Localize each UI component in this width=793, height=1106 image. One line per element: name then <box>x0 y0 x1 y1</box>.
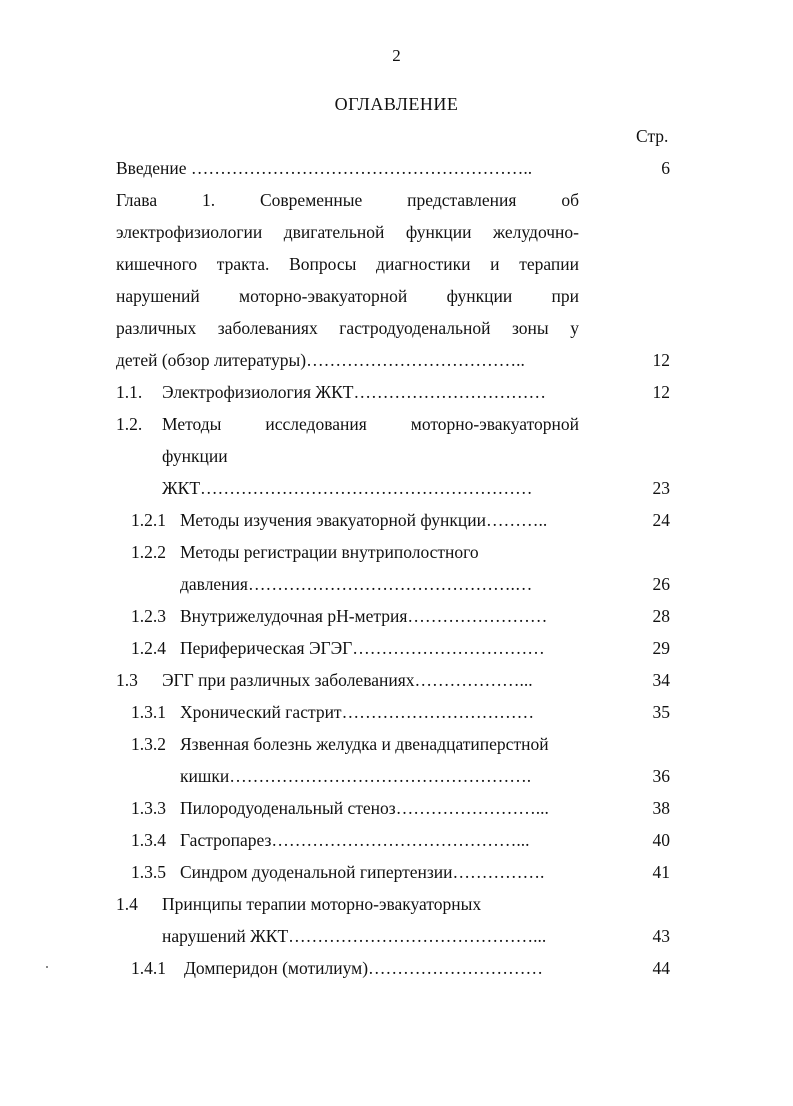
toc-entry-1-2-1-page: 24 <box>652 510 670 530</box>
toc-entry-1-2-3-page: 28 <box>652 606 670 626</box>
toc-entry-1-2-1-number: 1.2.1 <box>131 510 166 530</box>
toc-entry-1-2-line3: ЖКТ………………………………………………… <box>162 478 533 498</box>
toc-entry-1-3-5-number: 1.3.5 <box>131 862 166 882</box>
scan-speck <box>46 966 48 968</box>
toc-entry-1-1-number: 1.1. <box>116 382 143 402</box>
toc-entry-1-3-5-page: 41 <box>652 862 670 882</box>
toc-entry-chapter1-line3: кишечного тракта. Вопросы диагностики и терапии <box>116 254 579 274</box>
toc-entry-1-2-4-number: 1.2.4 <box>131 638 166 658</box>
toc-entry-1-2-2-line1: Методы регистрации внутриполостного <box>180 542 479 562</box>
toc-entry-1-3-number: 1.3 <box>116 670 138 690</box>
toc-entry-1-3-3-number: 1.3.3 <box>131 798 166 818</box>
toc-entry-1-3-4-page: 40 <box>652 830 670 850</box>
toc-entry-1-1-page: 12 <box>652 382 670 402</box>
page-number: 2 <box>392 46 401 65</box>
toc-entry-chapter1-line5: различных заболеваниях гастродуоденальной зоны у <box>116 318 579 338</box>
toc-entry-1-2-3-number: 1.2.3 <box>131 606 166 626</box>
toc-entry-chapter1-line6: детей (обзор литературы)……………………………….. <box>116 350 525 370</box>
page-column-header: Стр. <box>636 126 669 146</box>
toc-entry-1-3-page: 34 <box>652 670 670 690</box>
toc-entry-1-2-2-number: 1.2.2 <box>131 542 166 562</box>
toc-entry-1-2-4-text: Периферическая ЭГЭГ…………………………… <box>180 638 545 658</box>
toc-entry-1-2-2-line2: давления……………………………………….… <box>180 574 533 594</box>
toc-entry-1-3-1-text: Хронический гастрит…………………………… <box>180 702 535 722</box>
toc-entry-1-3-1-number: 1.3.1 <box>131 702 166 722</box>
toc-entry-1-2-4-page: 29 <box>652 638 670 658</box>
toc-entry-1-1-text: Электрофизиология ЖКТ…………………………… <box>162 382 546 402</box>
toc-entry-1-4-1-text: Домперидон (мотилиум)………………………… <box>184 958 544 978</box>
toc-entry-1-3-text: ЭГГ при различных заболеваниях………………... <box>162 670 533 690</box>
toc-entry-1-3-3-page: 38 <box>652 798 670 818</box>
toc-entry-1-3-2-line1: Язвенная болезнь желудка и двенадцатиперстной <box>180 734 549 754</box>
toc-entry-intro-page: 6 <box>661 158 670 178</box>
toc-entry-1-4-1-page: 44 <box>652 958 670 978</box>
toc-entry-chapter1-line4: нарушений моторно-эвакуаторной функции при <box>116 286 579 306</box>
toc-entry-1-3-2-page: 36 <box>652 766 670 786</box>
toc-entry-1-4-1-number: 1.4.1 <box>131 958 166 978</box>
toc-entry-1-3-4-text: Гастропарез……………………………………... <box>180 830 530 850</box>
toc-entry-1-4-line2: нарушений ЖКТ……………………………………... <box>162 926 547 946</box>
toc-entry-1-2-1-text: Методы изучения эвакуаторной функции……….. <box>180 510 548 530</box>
toc-entry-1-3-3-text: Пилородуоденальный стеноз……………………... <box>180 798 549 818</box>
toc-entry-1-3-2-number: 1.3.2 <box>131 734 166 754</box>
toc-entry-1-4-number: 1.4 <box>116 894 138 914</box>
toc-entry-1-2-line1: Методы исследования моторно-эвакуаторной <box>162 414 579 434</box>
toc-entry-1-2-2-page: 26 <box>652 574 670 594</box>
toc-entry-1-3-4-number: 1.3.4 <box>131 830 166 850</box>
toc-entry-1-4-page: 43 <box>652 926 670 946</box>
toc-title: ОГЛАВЛЕНИЕ <box>334 94 459 114</box>
toc-entry-1-2-number: 1.2. <box>116 414 143 434</box>
toc-entry-chapter1-line2: электрофизиологии двигательной функции желудочно- <box>116 222 579 242</box>
toc-entry-intro-text: Введение ………………………………………………….. <box>116 158 533 178</box>
toc-entry-1-2-line2: функции <box>162 446 228 466</box>
toc-entry-chapter1-line1: Глава 1. Современные представления об <box>116 190 579 210</box>
toc-entry-chapter1-page: 12 <box>652 350 670 370</box>
toc-entry-1-2-page: 23 <box>652 478 670 498</box>
toc-entry-1-4-line1: Принципы терапии моторно-эвакуаторных <box>162 894 482 914</box>
toc-entry-1-3-1-page: 35 <box>652 702 670 722</box>
toc-entry-1-3-5-text: Синдром дуоденальной гипертензии……………. <box>180 862 545 882</box>
toc-entry-1-3-2-line2: кишки……………………………………………. <box>180 766 532 786</box>
toc-entry-1-2-3-text: Внутрижелудочная рН-метрия…………………… <box>180 606 548 626</box>
